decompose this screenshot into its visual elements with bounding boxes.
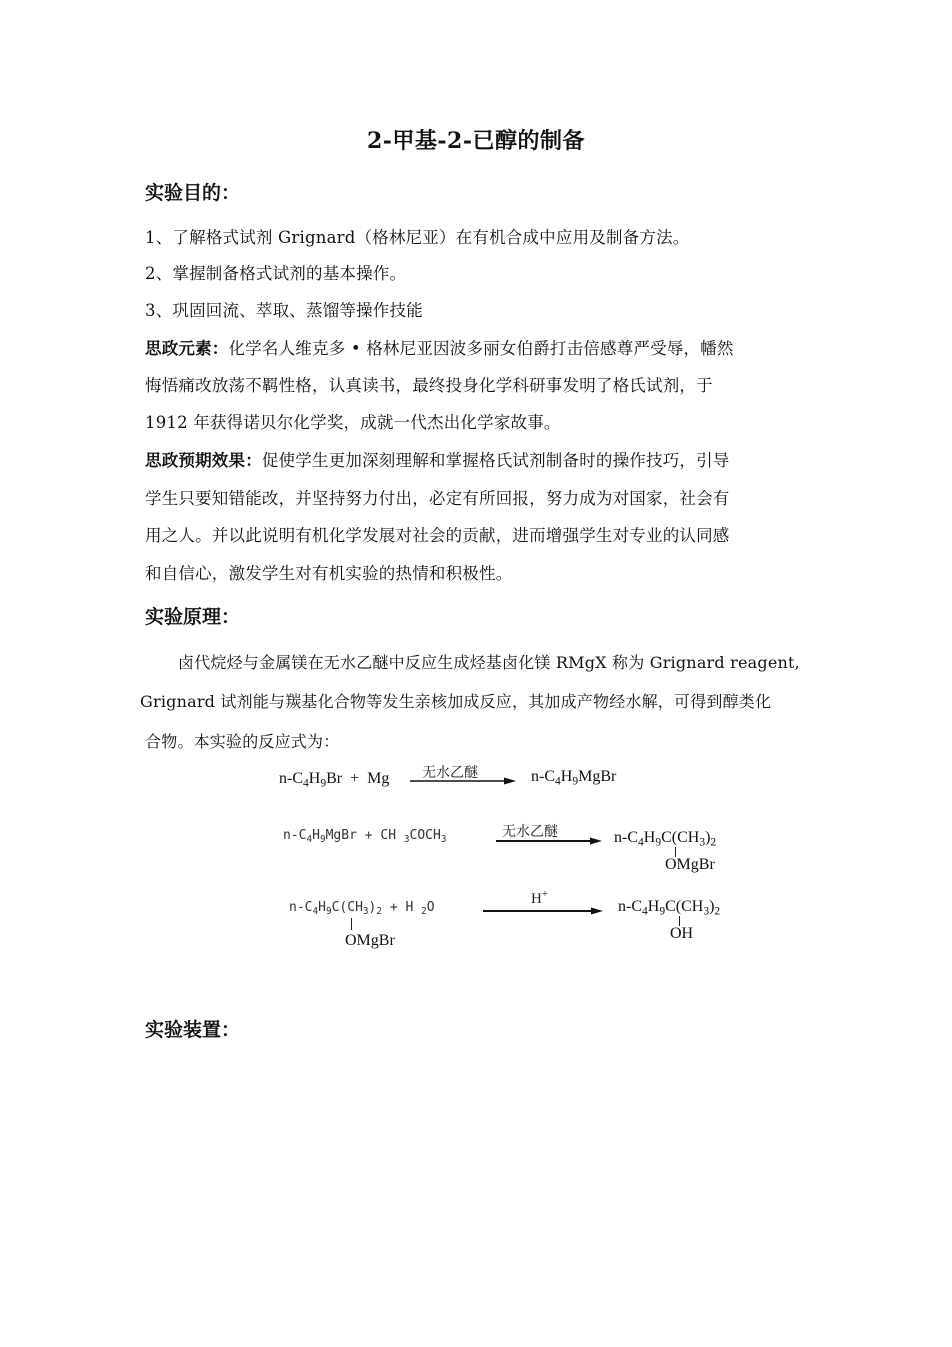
ideology-line-2: 悔悟痛改放荡不羁性格，认真读书，最终投身化学科研事发明了格氏试剂，于: [145, 376, 713, 395]
ideology-label: 思政元素：: [145, 339, 229, 358]
effect-line-4: 和自信心，激发学生对有机实验的热情和积极性。: [145, 564, 513, 583]
purpose-item-2: 2、掌握制备格式试剂的基本操作。: [145, 264, 407, 283]
principle-line-2: Grignard 试剂能与羰基化合物等发生亲核加成反应，其加成产物经水解，可得到醇类化: [140, 692, 772, 711]
reaction-3-product: $n-C_4H_9C(CH_3)_2$: [618, 898, 721, 918]
reaction-2-reactants: $n-C_4H_9MgBr$ + CH $_3COCH_3$: [283, 828, 447, 845]
reaction-2-product-group: OMgBr: [665, 856, 715, 873]
reaction-2-arrow: [496, 836, 604, 846]
page-title: 2-甲基-2-已醇的制备: [366, 128, 585, 154]
reaction-3-bond-left: [351, 918, 352, 930]
ideology-line-3: 1912 年获得诺贝尔化学奖，成就一代杰出化学家故事。: [145, 413, 561, 432]
purpose-item-3: 3、巩固回流、萃取、蒸馏等操作技能: [145, 301, 423, 320]
principle-line-1: 卤代烷烃与金属镁在无水乙醚中反应生成烃基卤化镁 RMgX 称为 Grignard reagent,: [178, 653, 800, 672]
principle-heading: 实验原理：: [145, 606, 241, 628]
purpose-heading: 实验目的：: [145, 182, 241, 204]
reaction-1-reactants: $n-C_4H_9Br + Mg$: [279, 770, 390, 790]
reaction-1-condition: 无水乙醚: [422, 765, 478, 781]
principle-line-3: 合物。本实验的反应式为：: [145, 732, 340, 751]
effect-line-2: 学生只要知错能改，并坚持努力付出，必定有所回报，努力成为对国家，社会有: [145, 489, 730, 508]
reaction-3-product-group: OH: [670, 925, 694, 942]
reaction-3-condition: H+: [531, 888, 549, 907]
reaction-3-arrow: [483, 906, 607, 916]
effect-label: 思政预期效果：: [145, 451, 262, 470]
ideology-text: 化学名人维克多 • 格林尼亚因波多丽女伯爵打击倍感尊严受辱，幡然: [228, 339, 734, 358]
apparatus-heading: 实验装置：: [145, 1019, 241, 1041]
reaction-1-arrow: [410, 776, 518, 786]
reaction-2-condition: 无水乙醚: [502, 824, 558, 840]
reaction-3-reactant-group: OMgBr: [345, 932, 395, 949]
reaction-1-product: $n-C_4H_9MgBr$: [531, 768, 617, 788]
reaction-3-reactants: $n-C_4H_9C(CH_3)_2 + H$ $_2$O: [289, 900, 435, 917]
purpose-item-1: 1、了解格式试剂 Grignard（格林尼亚）在有机合成中应用及制备方法。: [145, 228, 690, 247]
effect-line-3: 用之人。并以此说明有机化学发展对社会的贡献，进而增强学生对专业的认同感: [145, 526, 730, 545]
effect-line-1: [145, 447, 730, 471]
ideology-line-1: [145, 335, 734, 359]
reaction-2-product: $n-C_4H_9C(CH_3)_2$: [614, 829, 717, 849]
effect-text: 促使学生更加深刻理解和掌握格氏试剂制备时的操作技巧，引导: [261, 451, 730, 470]
